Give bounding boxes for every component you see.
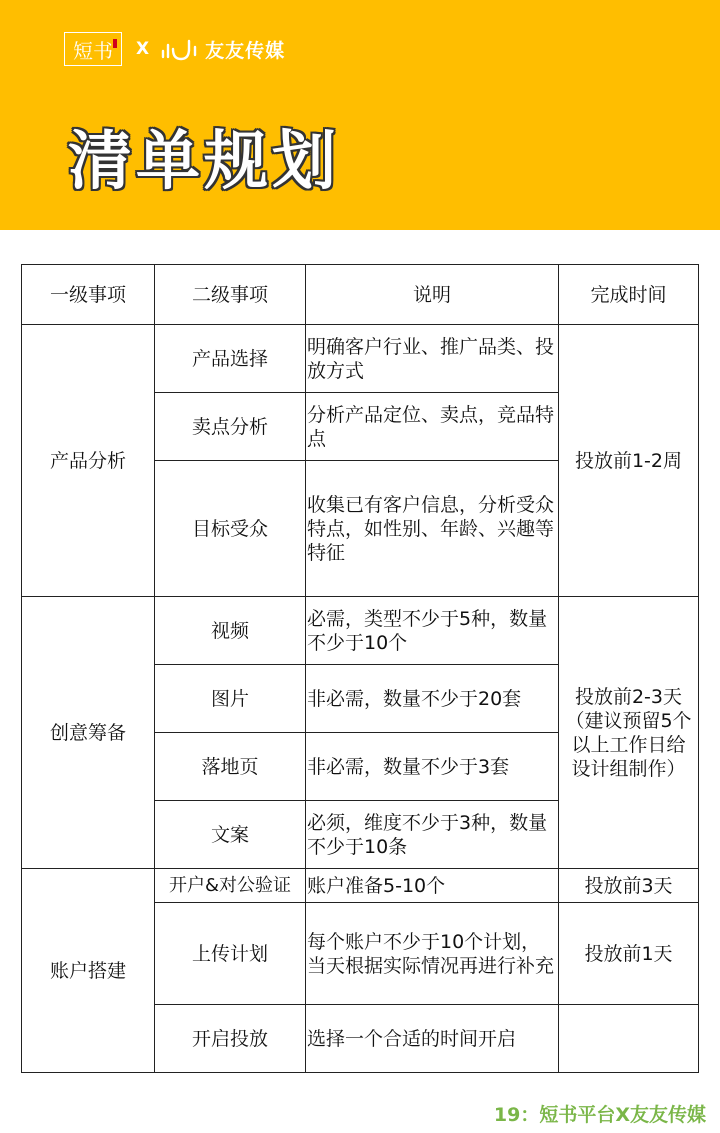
level2-cell: 图片 [155, 665, 306, 733]
duanshu-logo [64, 32, 122, 66]
collab-x-label: X [136, 39, 150, 59]
description-cell: 必须，维度不少于3种，数量不少于10条 [306, 801, 559, 869]
time-cell-empty [559, 1005, 699, 1073]
header-completion-time: 完成时间 [559, 265, 699, 325]
description-cell: 非必需，数量不少于20套 [306, 665, 559, 733]
level2-cell: 落地页 [155, 733, 306, 801]
table-row [22, 325, 699, 393]
level2-cell: 文案 [155, 801, 306, 869]
youyou-wave-icon [161, 37, 201, 61]
level1-cell: 产品分析 [22, 325, 155, 597]
description-cell: 收集已有客户信息，分析受众特点，如性别、年龄、兴趣等特征 [306, 461, 559, 597]
level2-cell: 开启投放 [155, 1005, 306, 1073]
level2-cell: 视频 [155, 597, 306, 665]
header-banner [0, 0, 720, 230]
description-cell: 每个账户不少于10个计划，当天根据实际情况再进行补充 [306, 903, 559, 1005]
level1-cell: 账户搭建 [22, 869, 155, 1073]
header-level2: 二级事项 [155, 265, 306, 325]
page-title: 清单规划 [68, 125, 340, 199]
logo-row [64, 31, 285, 67]
brand-name: 友友传媒 [205, 39, 286, 62]
page-footer: 19：短书平台X友友传媒 [493, 1104, 706, 1126]
plan-table [21, 264, 699, 1073]
header-level1: 一级事项 [22, 265, 155, 325]
logo-seal-mark [113, 39, 117, 48]
description-cell: 选择一个合适的时间开启 [306, 1005, 559, 1073]
time-cell: 投放前2-3天（建议预留5个以上工作日给设计组制作） [559, 597, 699, 869]
time-cell: 投放前1天 [559, 903, 699, 1005]
description-cell: 必需，类型不少于5种，数量不少于10个 [306, 597, 559, 665]
level2-cell: 开户&对公验证 [155, 869, 306, 903]
header-description: 说明 [306, 265, 559, 325]
description-cell: 明确客户行业、推广品类、投放方式 [306, 325, 559, 393]
level1-cell: 创意筹备 [22, 597, 155, 869]
table-row [22, 869, 699, 903]
level2-cell: 目标受众 [155, 461, 306, 597]
description-cell: 非必需，数量不少于3套 [306, 733, 559, 801]
table-header-row [22, 265, 699, 325]
logo-text: 短书 [73, 38, 113, 63]
level2-cell: 产品选择 [155, 325, 306, 393]
description-cell: 账户准备5-10个 [306, 869, 559, 903]
level2-cell: 上传计划 [155, 903, 306, 1005]
description-cell: 分析产品定位、卖点，竞品特点 [306, 393, 559, 461]
time-cell: 投放前3天 [559, 869, 699, 903]
level2-cell: 卖点分析 [155, 393, 306, 461]
table-row [22, 597, 699, 665]
time-cell: 投放前1-2周 [559, 325, 699, 597]
